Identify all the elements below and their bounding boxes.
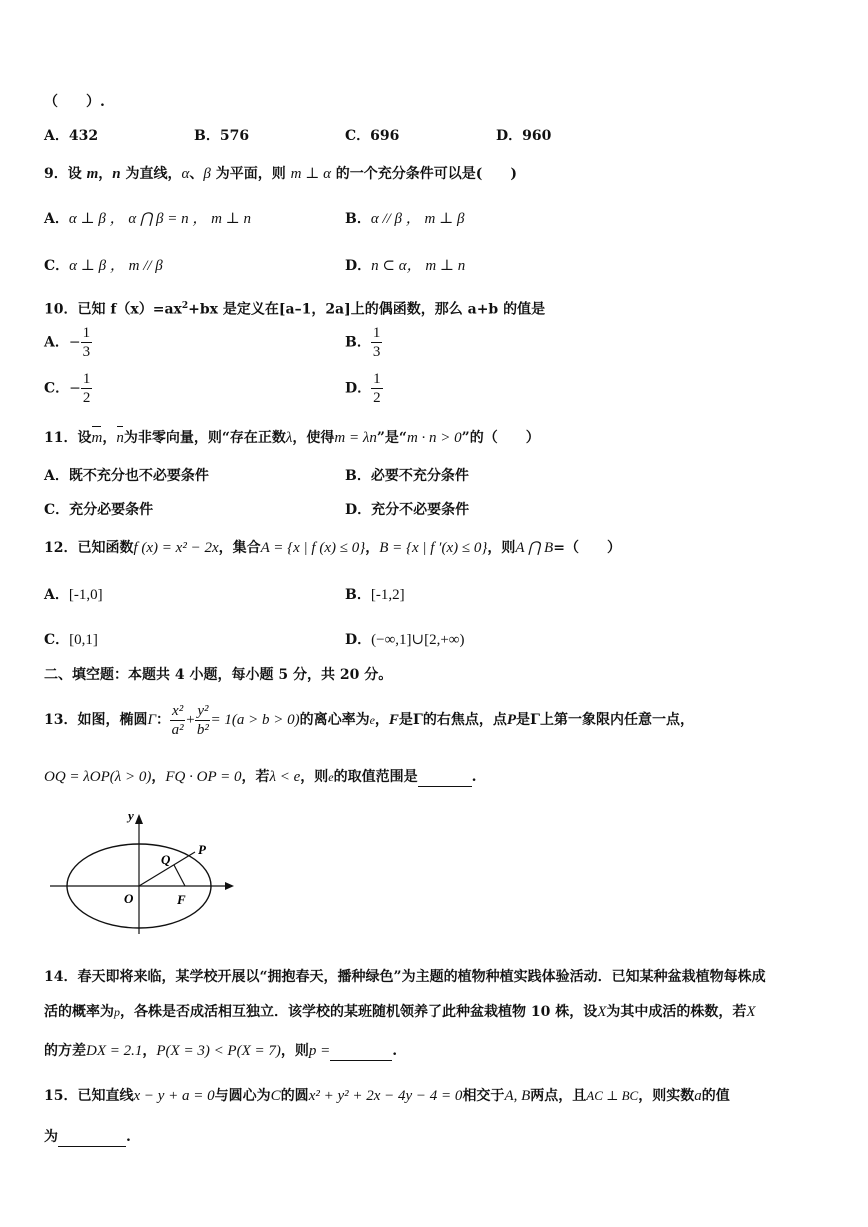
q12-option-b: B．[-1,2] [345,587,405,603]
q11-option-a: A．既不充分也不必要条件 [44,468,209,484]
q14-line3: 的方差DX = 2.1，P(X = 3) < P(X = 7)，则p = . [44,1040,397,1061]
q14-line2: 活的概率为p，各株是否成活相互独立．该学校的某班随机领养了此种盆栽植物 10 株，设X为其中成活的株数，若X [44,1004,756,1020]
segment-fq [174,865,185,886]
q11-option-d: D．充分不必要条件 [345,502,470,518]
q12-option-c: C．[0,1] [44,632,98,648]
q9-option-c: C．α ⊥ β ， m // β [44,258,163,274]
x-axis-arrow [225,882,234,890]
q8-option-c: C．696 [345,128,400,144]
section-heading: 二、填空题：本题共 4 小题，每小题 5 分，共 20 分。 [44,667,393,683]
q10-stem: 10．已知 $f(x)=ax^2+bx$ 是定义在[a–1，2a]上的偶函数，那么 a+b 的值是 [44,301,546,318]
q12-stem: 12．已知函数f (x) = x² − 2x，集合A = {x | f (x) ≤ 0}，B = {x | f ′(x) ≤ 0}，则A ⋂ B=（ ） [44,540,621,556]
q10-option-a: A．− $\frac{1}{3}$ [44,325,91,360]
q8-option-a: A．432 [44,128,99,144]
q15-line1: 15．已知直线x − y + a = 0与圆心为C的圆x² + y² + 2x − 4y − 4 = 0相交于A, B两点，且AC ⊥ BC，则实数a的值 [44,1088,730,1104]
q13-stem: 13．如图，椭圆Γ： $\frac{\text{x²}}{\text{a²}}$ + $\frac{\text{y²}}{\text{b²}}$ = 1(a > b > 0)的离心率为e，F是Γ的右焦点，点P是Γ上第一象限内任意一点， [44,702,694,738]
q9-option-a: A．α ⊥ β ， α ⋂ β = n ， m ⊥ n [44,211,252,227]
q13-line2: OQ = λOP(λ > 0)，FQ · OP = 0，若λ < e，则e的取值范围是 . [44,766,476,787]
q10-option-d: D． $\frac{1}{2}$ [345,371,381,406]
q12-option-d: D．(−∞,1]∪[2,+∞) [345,632,465,648]
q11-stem: 11．设m，n为非零向量，则“存在正数λ，使得m = λn”是“m · n > 0”的（ ） [44,430,540,446]
q10-option-b: B． $\frac{1}{3}$ [345,325,381,360]
q11-option-b: B．必要不充分条件 [345,468,469,484]
label-y: y [128,808,134,823]
q12-option-a: A．[-1,0] [44,587,103,603]
q8-paren: （ ）. [44,94,105,110]
q15-answer-blank[interactable] [58,1126,126,1147]
q11-option-c: C．充分必要条件 [44,502,154,518]
label-p: P [198,842,206,857]
q9-option-d: D．n ⊂ α， m ⊥ n [345,258,466,274]
q8-option-b: B．576 [194,128,250,144]
y-axis-arrow [135,814,143,824]
q14-line1: 14．春天即将来临，某学校开展以“拥抱春天，播种绿色”为主题的植物种植实践体验活动．已知某种盆栽植物每株成 [44,969,766,985]
label-f: F [177,892,186,907]
label-o: O [124,891,134,906]
label-q: Q [161,852,171,867]
q9-option-b: B．α // β ， m ⊥ β [345,211,465,227]
q13-answer-blank[interactable] [418,766,472,787]
q10-option-c: C．− $\frac{1}{2}$ [44,371,91,406]
q8-option-d: D．960 [496,128,552,144]
q15-line2: 为 . [44,1126,131,1147]
q14-answer-blank[interactable] [330,1040,392,1061]
ellipse-figure [50,808,240,936]
q9-stem: 9．设 m，n 为直线，α、β 为平面，则 m ⊥ α 的一个充分条件可以是( ) [44,166,518,182]
